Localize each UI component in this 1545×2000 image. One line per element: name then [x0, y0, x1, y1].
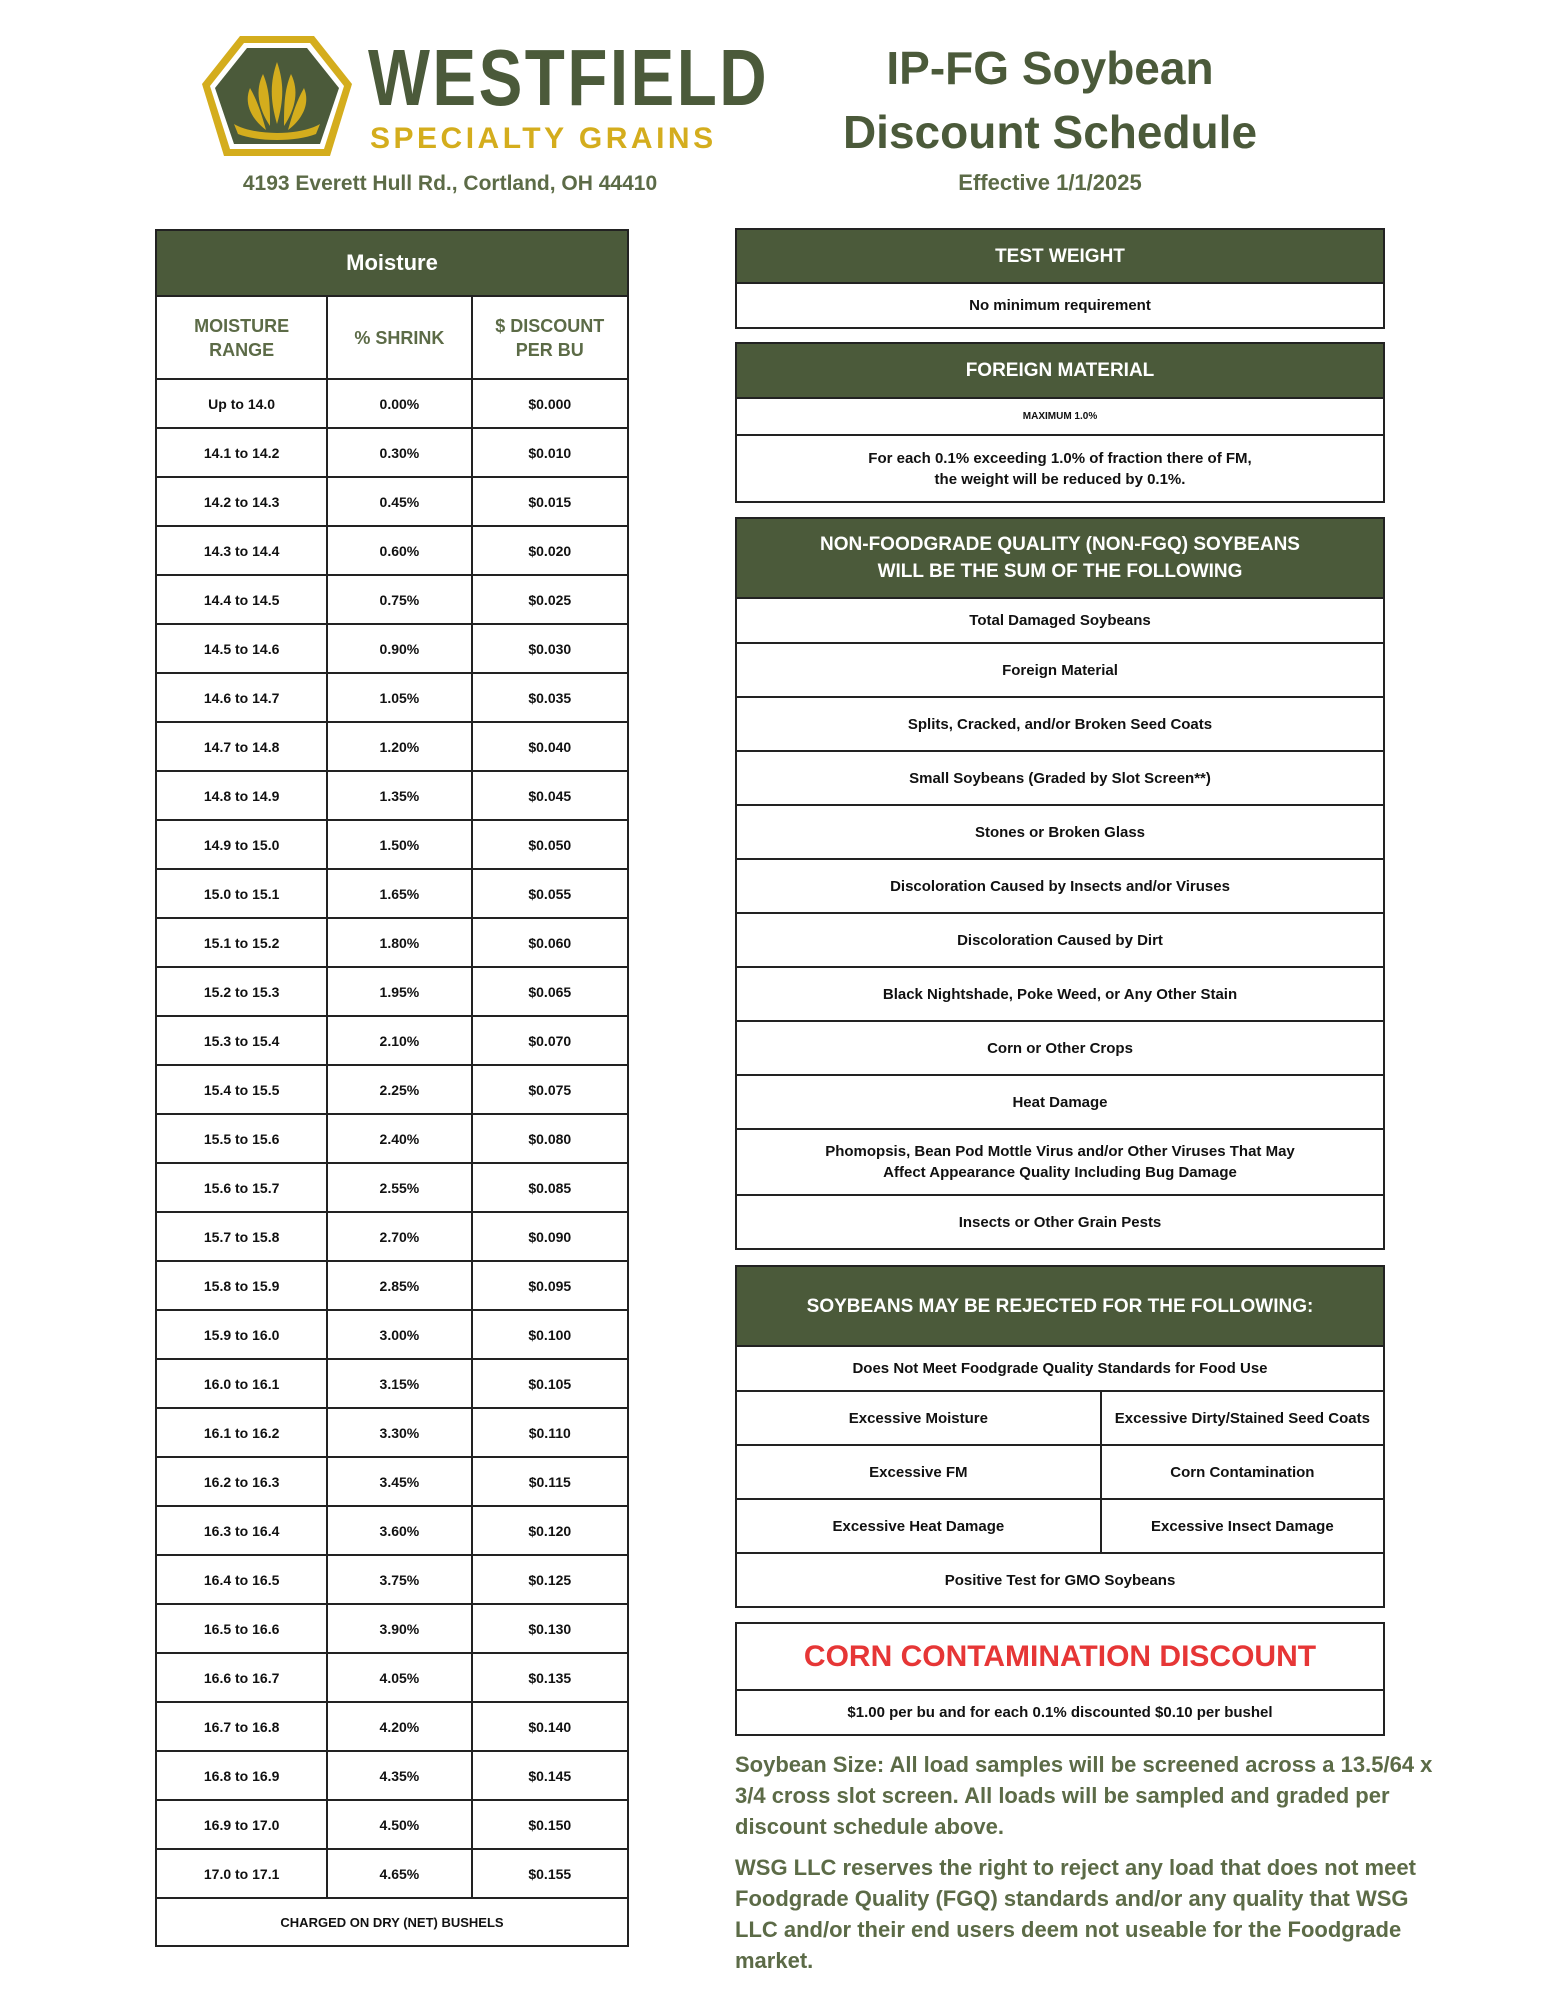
moisture-range-cell: 16.1 to 16.2: [156, 1408, 327, 1457]
moisture-range-cell: 16.9 to 17.0: [156, 1800, 327, 1849]
shrink-cell: 3.60%: [327, 1506, 471, 1555]
shrink-cell: 2.85%: [327, 1261, 471, 1310]
table-row: [156, 1849, 628, 1898]
moisture-title: Moisture: [156, 230, 628, 296]
table-row: [156, 1457, 628, 1506]
table-row: [156, 1751, 628, 1800]
non-fgq-item: Corn or Other Crops: [736, 1021, 1384, 1075]
moisture-range-cell: 16.3 to 16.4: [156, 1506, 327, 1555]
moisture-range-cell: 15.3 to 15.4: [156, 1016, 327, 1065]
moisture-footer-row: [156, 1898, 628, 1946]
company-address: 4193 Everett Hull Rd., Cortland, OH 44410: [242, 172, 658, 195]
table-row: [156, 1114, 628, 1163]
discount-cell: $0.060: [472, 918, 628, 967]
shrink-cell: 4.35%: [327, 1751, 471, 1800]
discount-cell: $0.110: [472, 1408, 628, 1457]
discount-cell: $0.010: [472, 428, 628, 477]
discount-cell: $0.140: [472, 1702, 628, 1751]
moisture-range-cell: 15.9 to 16.0: [156, 1310, 327, 1359]
moisture-range-cell: 17.0 to 17.1: [156, 1849, 327, 1898]
non-fgq-item: Discoloration Caused by Dirt: [736, 913, 1384, 967]
table-row: [156, 1408, 628, 1457]
rejection-item: Excessive Dirty/Stained Seed Coats: [1101, 1391, 1384, 1445]
table-row: [156, 722, 628, 771]
shrink-cell: 3.00%: [327, 1310, 471, 1359]
shrink-cell: 3.75%: [327, 1555, 471, 1604]
shrink-cell: 0.30%: [327, 428, 471, 477]
discount-cell: $0.075: [472, 1065, 628, 1114]
table-row: [156, 428, 628, 477]
shrink-cell: 0.00%: [327, 379, 471, 428]
discount-cell: $0.015: [472, 477, 628, 526]
table-row: [156, 1555, 628, 1604]
table-row: [156, 1212, 628, 1261]
shrink-cell: 1.20%: [327, 722, 471, 771]
shrink-cell: 1.50%: [327, 820, 471, 869]
moisture-column-headers: [156, 296, 628, 379]
table-row: [156, 575, 628, 624]
moisture-range-cell: 14.3 to 14.4: [156, 526, 327, 575]
rejection-title: SOYBEANS MAY BE REJECTED FOR THE FOLLOWING:: [736, 1266, 1384, 1346]
title-line-1: IP-FG Soybean: [886, 42, 1214, 94]
shrink-cell: 3.15%: [327, 1359, 471, 1408]
table-row: [156, 624, 628, 673]
table-row: [156, 918, 628, 967]
table-row: [156, 869, 628, 918]
foreign-material-rule-line-1: For each 0.1% exceeding 1.0% of fraction there of FM,: [868, 449, 1252, 467]
reservation-note: WSG LLC reserves the right to reject any load that does not meet Foodgrade Quality (FGQ) standards and/or any quality that WSG LLC and/or their end users deem not useable for the Foodgrade market.: [735, 1855, 1416, 1973]
discount-cell: $0.070: [472, 1016, 628, 1065]
non-fgq-item: Insects or Other Grain Pests: [736, 1195, 1384, 1249]
col-discount: $ DISCOUNT PER BU: [472, 296, 628, 379]
discount-cell: $0.120: [472, 1506, 628, 1555]
col-shrink: % SHRINK: [327, 296, 471, 379]
moisture-range-cell: 15.1 to 15.2: [156, 918, 327, 967]
moisture-range-cell: 16.7 to 16.8: [156, 1702, 327, 1751]
table-row: [156, 1163, 628, 1212]
moisture-range-cell: 14.5 to 14.6: [156, 624, 327, 673]
table-row: [156, 1800, 628, 1849]
shrink-cell: 1.80%: [327, 918, 471, 967]
discount-cell: $0.095: [472, 1261, 628, 1310]
shrink-cell: 0.90%: [327, 624, 471, 673]
discount-cell: $0.145: [472, 1751, 628, 1800]
discount-cell: $0.050: [472, 820, 628, 869]
discount-cell: $0.085: [472, 1163, 628, 1212]
foreign-material-table: [735, 342, 1385, 503]
shrink-cell: 1.05%: [327, 673, 471, 722]
discount-cell: $0.115: [472, 1457, 628, 1506]
discount-cell: $0.000: [472, 379, 628, 428]
effective-date: Effective 1/1/2025: [958, 170, 1142, 195]
shrink-cell: 4.50%: [327, 1800, 471, 1849]
foreign-material-rule-line-2: the weight will be reduced by 0.1%.: [934, 470, 1186, 488]
moisture-range-cell: 14.1 to 14.2: [156, 428, 327, 477]
shrink-cell: 4.05%: [327, 1653, 471, 1702]
test-weight-table: [735, 228, 1385, 329]
moisture-range-cell: 16.5 to 16.6: [156, 1604, 327, 1653]
shrink-cell: 1.35%: [327, 771, 471, 820]
soybean-size-note: Soybean Size: All load samples will be screened across a 13.5/64 x 3/4 cross slot screen. All loads will be sampled and graded per discount schedule above.: [735, 1752, 1433, 1839]
table-row: [156, 967, 628, 1016]
shrink-cell: 0.60%: [327, 526, 471, 575]
moisture-footer: CHARGED ON DRY (NET) BUSHELS: [156, 1898, 628, 1946]
moisture-range-cell: 15.2 to 15.3: [156, 967, 327, 1016]
shrink-cell: 3.45%: [327, 1457, 471, 1506]
shrink-cell: 4.65%: [327, 1849, 471, 1898]
shrink-cell: 1.95%: [327, 967, 471, 1016]
moisture-range-cell: 15.7 to 15.8: [156, 1212, 327, 1261]
discount-cell: $0.065: [472, 967, 628, 1016]
non-fgq-item: Discoloration Caused by Insects and/or Viruses: [736, 859, 1384, 913]
non-fgq-item: Black Nightshade, Poke Weed, or Any Other Stain: [736, 967, 1384, 1021]
moisture-range-cell: 14.8 to 14.9: [156, 771, 327, 820]
corn-contamination-text: $1.00 per bu and for each 0.1% discounted $0.10 per bushel: [736, 1690, 1384, 1735]
moisture-range-cell: 14.4 to 14.5: [156, 575, 327, 624]
discount-cell: $0.035: [472, 673, 628, 722]
moisture-range-cell: 16.0 to 16.1: [156, 1359, 327, 1408]
shrink-cell: 2.70%: [327, 1212, 471, 1261]
shrink-cell: 2.10%: [327, 1016, 471, 1065]
table-row: [156, 673, 628, 722]
logo-subtitle: SPECIALTY GRAINS: [370, 122, 717, 155]
wheat-emblem-icon: [200, 32, 354, 162]
discount-cell: $0.090: [472, 1212, 628, 1261]
foreign-material-title: FOREIGN MATERIAL: [736, 343, 1384, 398]
table-row: [156, 1016, 628, 1065]
table-row: [156, 1702, 628, 1751]
discount-cell: $0.025: [472, 575, 628, 624]
moisture-range-cell: 16.8 to 16.9: [156, 1751, 327, 1800]
discount-cell: $0.055: [472, 869, 628, 918]
corn-contamination-table: [735, 1622, 1385, 1736]
non-fgq-item: Small Soybeans (Graded by Slot Screen**): [736, 751, 1384, 805]
shrink-cell: 2.55%: [327, 1163, 471, 1212]
discount-cell: $0.155: [472, 1849, 628, 1898]
rejection-item: Excessive Insect Damage: [1101, 1499, 1384, 1553]
moisture-range-cell: Up to 14.0: [156, 379, 327, 428]
moisture-range-cell: 15.0 to 15.1: [156, 869, 327, 918]
discount-cell: $0.080: [472, 1114, 628, 1163]
discount-cell: $0.020: [472, 526, 628, 575]
table-row: [156, 1506, 628, 1555]
rejection-item-gmo: Positive Test for GMO Soybeans: [736, 1553, 1384, 1607]
phomopsis-line-2: Affect Appearance Quality Including Bug Damage: [883, 1164, 1237, 1181]
moisture-range-cell: 14.2 to 14.3: [156, 477, 327, 526]
moisture-rows: [156, 379, 628, 1898]
moisture-range-cell: 15.8 to 15.9: [156, 1261, 327, 1310]
phomopsis-line-1: Phomopsis, Bean Pod Mottle Virus and/or Other Viruses That May: [825, 1143, 1295, 1160]
rejection-item: Excessive FM: [736, 1445, 1101, 1499]
shrink-cell: 0.45%: [327, 477, 471, 526]
rejection-item: Corn Contamination: [1101, 1445, 1384, 1499]
table-row: [156, 1261, 628, 1310]
discount-cell: $0.100: [472, 1310, 628, 1359]
discount-cell: $0.040: [472, 722, 628, 771]
non-fgq-item: Splits, Cracked, and/or Broken Seed Coats: [736, 697, 1384, 751]
shrink-cell: 1.65%: [327, 869, 471, 918]
discount-cell: $0.135: [472, 1653, 628, 1702]
company-logo: [200, 32, 770, 162]
non-fgq-table: [735, 517, 1385, 1250]
shrink-cell: 3.30%: [327, 1408, 471, 1457]
table-row: [156, 1359, 628, 1408]
discount-cell: $0.130: [472, 1604, 628, 1653]
moisture-table: [155, 229, 629, 1947]
foreign-material-maximum: MAXIMUM 1.0%: [736, 398, 1384, 435]
logo-name: WESTFIELD: [368, 33, 770, 122]
non-fgq-title: [736, 518, 1384, 598]
moisture-header-row: [156, 230, 628, 296]
moisture-range-cell: 15.5 to 15.6: [156, 1114, 327, 1163]
shrink-cell: 2.25%: [327, 1065, 471, 1114]
non-fgq-item: Heat Damage: [736, 1075, 1384, 1129]
moisture-range-cell: 16.4 to 16.5: [156, 1555, 327, 1604]
table-row: [156, 379, 628, 428]
rejection-item-foodgrade: Does Not Meet Foodgrade Quality Standards for Food Use: [736, 1346, 1384, 1391]
table-row: [156, 1065, 628, 1114]
shrink-cell: 0.75%: [327, 575, 471, 624]
rejection-table: [735, 1265, 1385, 1608]
non-fgq-title-line-1: NON-FOODGRADE QUALITY (NON-FGQ) SOYBEANS: [820, 534, 1300, 555]
moisture-range-cell: 14.6 to 14.7: [156, 673, 327, 722]
discount-cell: $0.030: [472, 624, 628, 673]
shrink-cell: 2.40%: [327, 1114, 471, 1163]
non-fgq-item-phomopsis: [736, 1129, 1384, 1195]
moisture-range-cell: 14.7 to 14.8: [156, 722, 327, 771]
discount-cell: $0.045: [472, 771, 628, 820]
col-moisture-range: MOISTURE RANGE: [156, 296, 327, 379]
corn-contamination-title: CORN CONTAMINATION DISCOUNT: [736, 1623, 1384, 1690]
title-line-2: Discount Schedule: [842, 106, 1258, 158]
table-row: [156, 771, 628, 820]
non-fgq-title-line-2: WILL BE THE SUM OF THE FOLLOWING: [877, 561, 1243, 582]
discount-cell: $0.150: [472, 1800, 628, 1849]
page-title: [770, 36, 1330, 164]
moisture-range-cell: 16.6 to 16.7: [156, 1653, 327, 1702]
table-row: [156, 820, 628, 869]
non-fgq-item: Total Damaged Soybeans: [736, 598, 1384, 643]
discount-cell: $0.105: [472, 1359, 628, 1408]
non-fgq-item: Stones or Broken Glass: [736, 805, 1384, 859]
moisture-range-cell: 14.9 to 15.0: [156, 820, 327, 869]
foreign-material-rule: [736, 435, 1384, 502]
rejection-item: Excessive Moisture: [736, 1391, 1101, 1445]
test-weight-text: No minimum requirement: [736, 283, 1384, 328]
rejection-item: Excessive Heat Damage: [736, 1499, 1101, 1553]
moisture-range-cell: 15.4 to 15.5: [156, 1065, 327, 1114]
shrink-cell: 4.20%: [327, 1702, 471, 1751]
shrink-cell: 3.90%: [327, 1604, 471, 1653]
moisture-range-cell: 15.6 to 15.7: [156, 1163, 327, 1212]
non-fgq-item: Foreign Material: [736, 643, 1384, 697]
table-row: [156, 1653, 628, 1702]
table-row: [156, 477, 628, 526]
table-row: [156, 526, 628, 575]
table-row: [156, 1310, 628, 1359]
test-weight-title: TEST WEIGHT: [736, 229, 1384, 283]
discount-cell: $0.125: [472, 1555, 628, 1604]
moisture-range-cell: 16.2 to 16.3: [156, 1457, 327, 1506]
table-row: [156, 1604, 628, 1653]
